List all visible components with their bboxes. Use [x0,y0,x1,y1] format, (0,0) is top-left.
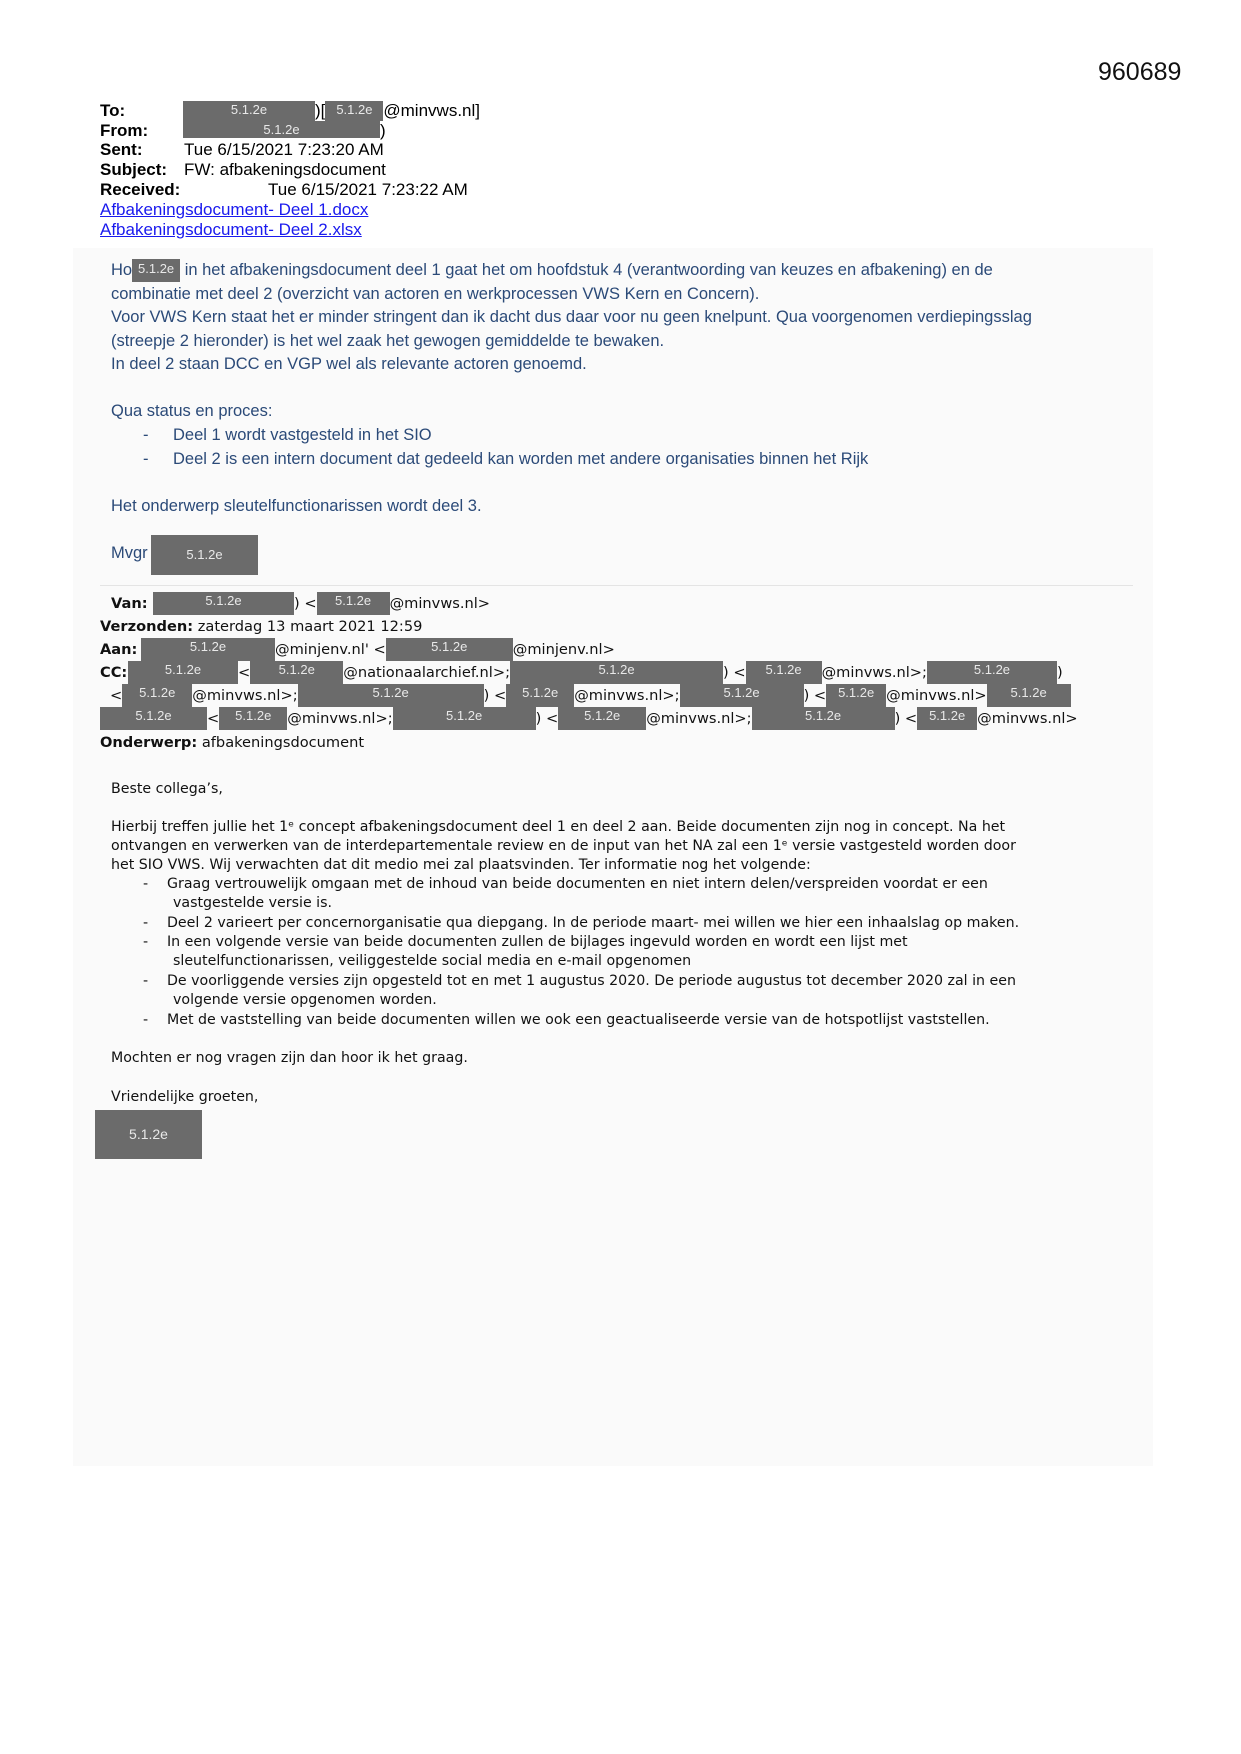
to-domain: @minvws.nl] [383,101,480,120]
cc-text: @minvws.nl> [886,687,987,704]
redaction-box: 5.1.2e [298,684,484,707]
onderwerp-label: Onderwerp: [100,734,198,751]
aan-value [141,638,615,661]
signoff-prefix: Mvgr [111,544,148,562]
intro-line-2: ontvangen en verwerken van de interdepartementale review en de input van het NA zal een 1ᵉ versie vastgesteld worden door [111,838,1016,854]
verzonden-label: Verzonden: [100,618,194,635]
intro-line-3: het SIO VWS. Wij verwachten dat dit medio mei zal plaatsvinden. Ter informatie nog het volgende: [111,857,811,873]
cc-value-1 [128,661,1063,684]
cc-text: ) < [483,687,507,704]
to-label: To: [100,101,126,120]
greeting: Beste collega’s, [111,781,223,797]
redaction-box: 5.1.2e [151,535,258,575]
cc-text: @minvws.nl>; [646,710,752,727]
cc-text: @minvws.nl>; [287,710,393,727]
from-label: From: [100,121,149,140]
reply-text: in het afbakeningsdocument deel 1 gaat het om hoofdstuk 4 (verantwoording van keuzes en afbakening) en de [184,261,993,279]
cc-text: ) < [803,687,827,704]
reply-line-2: combinatie met deel 2 (overzicht van actoren en werkprocessen VWS Kern en Concern). [111,285,760,303]
to-separator: )[ [315,101,326,120]
cc-text: @minvws.nl> [977,710,1078,727]
bullet-dash: - [143,934,149,950]
van-sep: ) < [294,595,317,612]
status-dash: - [143,426,149,444]
van-domain: @minvws.nl> [389,595,491,612]
cc-text: ) < [723,664,746,681]
reply-line-4: (streepje 2 hieronder) is het wel zaak het gewogen gemiddelde te bewaken. [111,332,665,350]
reply-line-5: In deel 2 staan DCC en VGP wel als relevante actoren genoemd. [111,355,587,373]
redaction-box: 5.1.2e [250,661,343,684]
redaction-box: 5.1.2e [386,638,513,661]
bullet-dash: - [143,915,149,931]
cc-row-3 [100,707,1078,730]
subject-label: Subject: [100,160,168,179]
redaction-box: 5.1.2e [752,707,895,730]
sent-label: Sent: [100,140,143,159]
redaction-box: 5.1.2e [510,661,723,684]
from-row [100,121,148,141]
received-label: Received: [100,180,181,199]
redaction-box: 5.1.2e [987,684,1071,707]
onderwerp-value: afbakeningsdocument [201,734,365,751]
verzonden-row [100,615,422,638]
aan-label: Aan: [100,641,138,658]
cc-row-1 [100,661,127,684]
redaction-box: 5.1.2e [927,661,1057,684]
to-value [183,101,480,121]
from-close: ) [380,121,386,140]
redaction-box: 5.1.2e [325,101,383,121]
redaction-box: 5.1.2e [917,707,977,730]
redaction-box: 5.1.2e [393,707,536,730]
onderwerp-row [100,731,364,754]
cc-text: ) < [535,710,559,727]
reply-line-3: Voor VWS Kern staat het er minder stringent dan ik dacht dus daar voor nu geen knelpunt. Qua voorgenomen verdiepingsslag [111,308,1032,326]
bullet-1-line-2: vastgestelde versie is. [173,895,333,911]
redaction-box: 5.1.2e [219,707,287,730]
cc-text: @minvws.nl>; [192,687,298,704]
cc-text: @nationaalarchief.nl>; [343,664,511,681]
received-row [100,180,180,200]
status-heading: Qua status en proces: [111,402,273,420]
bullet-2-line-1: Deel 2 varieert per concernorganisatie qua diepgang. In de periode maart- mei willen we hier een inhaalslag op maken. [167,915,1020,931]
redaction-box: 5.1.2e [826,684,886,707]
attachment-link-deel-1[interactable]: Afbakeningsdocument- Deel 1.docx [100,200,369,219]
attachment-link-deel-2[interactable]: Afbakeningsdocument- Deel 2.xlsx [100,220,362,239]
status-item-1: Deel 1 wordt vastgesteld in het SIO [173,426,432,444]
redaction-box: 5.1.2e [680,684,804,707]
greeting-prefix: Ho [111,261,133,279]
van-row [111,592,148,615]
cc-text: ) [1056,664,1063,681]
cc-text: < [110,687,123,704]
to-row [100,101,125,121]
bullet-3-line-2: sleutelfunctionarissen, veiliggestelde social media en e-mail opgenomen [173,953,692,969]
redaction-box: 5.1.2e [153,592,294,615]
redaction-box: 5.1.2e [100,707,207,730]
bullet-5-line-1: Met de vaststelling van beide documenten willen we ook een geactualiseerde versie van de hotspotlijst vaststellen. [167,1012,990,1028]
intro-line-1: Hierbij treffen jullie het 1ᵉ concept afbakeningsdocument deel 1 en deel 2 aan. Beide documenten zijn nog in concept. Na het [111,819,1006,835]
sent-value: Tue 6/15/2021 7:23:20 AM [184,140,384,159]
cc-row-2 [110,684,1071,707]
questions-line: Mochten er nog vragen zijn dan hoor ik het graag. [111,1050,468,1066]
cc-text: @minvws.nl>; [821,664,927,681]
divider [100,585,1133,586]
cc-label: CC: [100,664,128,681]
cc-text: < [207,710,220,727]
bullet-dash: - [143,876,149,892]
from-value [183,121,386,141]
subject-value: FW: afbakeningsdocument [184,160,386,179]
bullet-3-line-1: In een volgende versie van beide documenten zullen de bijlages ingevuld worden en wordt een lijst met [167,934,908,950]
regards-line: Vriendelijke groeten, [111,1089,259,1105]
closing-line: Het onderwerp sleutelfunctionarissen wordt deel 3. [111,497,482,515]
aan-row [100,638,137,661]
van-label: Van: [111,595,148,612]
cc-text: < [238,664,251,681]
redaction-box: 5.1.2e [183,121,380,138]
subject-row [100,160,167,180]
redaction-box: 5.1.2e [183,101,315,121]
van-value [153,592,490,615]
redaction-box: 5.1.2e [558,707,646,730]
redaction-box: 5.1.2e [746,661,822,684]
redaction-box: 5.1.2e [506,684,574,707]
aan-domain-2: @minjenv.nl> [512,641,615,658]
redaction-box: 5.1.2e [141,638,275,661]
status-item-2: Deel 2 is een intern document dat gedeeld kan worden met andere organisaties binnen het Rijk [173,450,869,468]
status-dash: - [143,450,149,468]
redaction-box: 5.1.2e [317,592,390,615]
redaction-box: 5.1.2e [128,661,238,684]
redaction-box: 5.1.2e [122,684,192,707]
verzonden-value: zaterdag 13 maart 2021 12:59 [197,618,423,635]
signature-redaction-box: 5.1.2e [95,1110,202,1159]
reply-line-1 [111,259,993,283]
cc-text: ) < [894,710,918,727]
cc-text: @minvws.nl>; [574,687,680,704]
sent-row [100,140,143,160]
received-value: Tue 6/15/2021 7:23:22 AM [268,180,468,199]
redaction-box: 5.1.2e [132,259,180,282]
aan-domain-1: @minjenv.nl' < [275,641,386,658]
bullet-4-line-2: volgende versie opgenomen worden. [173,992,437,1008]
bullet-1-line-1: Graag vertrouwelijk omgaan met de inhoud van beide documenten en niet intern delen/verspreiden voordat er een [167,876,988,892]
bullet-4-line-1: De voorliggende versies zijn opgesteld tot en met 1 augustus 2020. De periode augustus tot december 2020 zal in een [167,973,1016,989]
bullet-dash: - [143,1012,149,1028]
bullet-dash: - [143,973,149,989]
document-number: 960689 [1098,58,1182,86]
